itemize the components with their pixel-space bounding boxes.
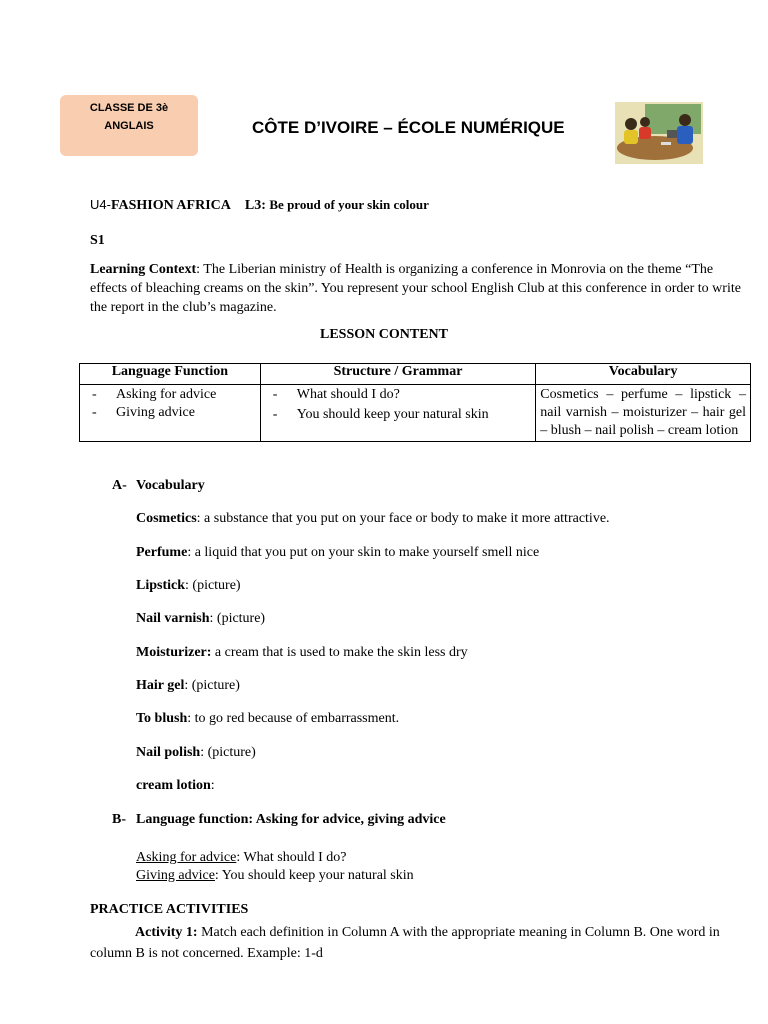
vocab-item: [136, 545, 539, 561]
section-title: Language function: Asking for advice, giving advice: [136, 812, 446, 827]
header-structure-grammar: Structure / Grammar: [260, 364, 536, 385]
unit-heading: [90, 197, 429, 214]
vocab-term: Moisturizer:: [136, 645, 212, 660]
header-language-function: Language Function: [80, 364, 261, 385]
section-a-heading: [112, 478, 205, 494]
giving-text: : You should keep your natural skin: [214, 868, 414, 883]
learning-context: [90, 260, 750, 317]
vocabulary-cell: Cosmetics – perfume – lipstick – nail varnish – moisturizer – hair gel – blush – nail polish – cream lotion: [536, 385, 751, 442]
vocab-item: [136, 611, 265, 627]
practice-activities-heading: PRACTICE ACTIVITIES: [90, 902, 249, 917]
vocab-definition: : (picture): [200, 745, 256, 760]
lesson-code: L3:: [244, 198, 266, 213]
header-vocabulary: Vocabulary: [536, 364, 751, 385]
vocab-term: Perfume: [136, 545, 188, 560]
asking-text: : What should I do?: [236, 850, 347, 865]
vocab-term: Lipstick: [136, 578, 186, 593]
vocab-term: Nail polish: [136, 745, 201, 760]
list-item: - Asking for advice: [88, 386, 256, 404]
vocab-definition: : (picture): [184, 678, 240, 693]
learning-context-label: Learning Context: [90, 262, 197, 277]
vocab-item: [136, 778, 215, 794]
vocab-term: cream lotion: [136, 778, 211, 793]
lesson-content-title: LESSON CONTENT: [320, 327, 448, 342]
class-level: CLASSE DE 3è: [89, 102, 169, 114]
vocab-definition: a cream that is used to make the skin less dry: [211, 645, 468, 660]
list-item: - What should I do?: [269, 386, 532, 404]
section-title: Vocabulary: [136, 478, 205, 493]
subject-name: ANGLAIS: [104, 120, 154, 132]
class-label-box: [60, 95, 198, 156]
activity-label: Activity 1:: [135, 925, 198, 940]
advice-examples: [136, 849, 414, 885]
activity-text: Match each definition in Column A with the appropriate meaning in Column B. One word in column B is not concerned. Example: 1-d: [90, 925, 720, 961]
vocab-item: [136, 745, 256, 761]
vocab-term: Hair gel: [136, 678, 185, 693]
asking-label: Asking for advice: [136, 850, 237, 865]
structure-cell: [260, 385, 536, 442]
lesson-title: Be proud of your skin colour: [269, 197, 429, 212]
vocab-term: Nail varnish: [136, 611, 210, 626]
giving-label: Giving advice: [136, 868, 215, 883]
vocab-item: [136, 645, 468, 661]
list-item: - Giving advice: [88, 404, 256, 422]
vocab-term: To blush: [136, 711, 188, 726]
section-b-heading: [112, 812, 446, 828]
list-item: - You should keep your natural skin: [269, 406, 532, 424]
unit-name: FASHION AFRICA: [110, 198, 231, 213]
students-at-table-illustration: [615, 102, 703, 164]
section-letter: B-: [112, 812, 126, 827]
asking-advice-line: [136, 849, 414, 867]
activity-1: [90, 922, 730, 964]
session-label: S1: [90, 233, 105, 248]
vocab-definition: : (picture): [185, 578, 241, 593]
vocab-definition: : a substance that you put on your face or body to make it more attractive.: [196, 511, 610, 526]
vocab-item: [136, 678, 240, 694]
vocab-definition: : a liquid that you put on your skin to make yourself smell nice: [187, 545, 540, 560]
vocab-definition: : (picture): [209, 611, 266, 626]
vocab-item: [136, 711, 399, 727]
giving-advice-line: [136, 867, 414, 885]
lesson-content-table: [79, 363, 751, 442]
vocab-definition: :: [210, 778, 215, 793]
section-letter: A-: [112, 478, 127, 493]
vocab-term: Cosmetics: [136, 511, 197, 526]
vocab-definition: : to go red because of embarrassment.: [187, 711, 400, 726]
unit-code: U4-: [90, 197, 111, 212]
language-function-cell: [80, 385, 261, 442]
vocab-item: [136, 578, 241, 594]
learning-context-text: : The Liberian ministry of Health is organizing a conference in Monrovia on the theme “The effects of bleaching creams on the skin”. You represent your school English Club at this conference in order to write the report in the club’s magazine.: [90, 262, 741, 315]
page-title: CÔTE D’IVOIRE – ÉCOLE NUMÉRIQUE: [252, 118, 565, 137]
vocab-item: [136, 511, 610, 527]
